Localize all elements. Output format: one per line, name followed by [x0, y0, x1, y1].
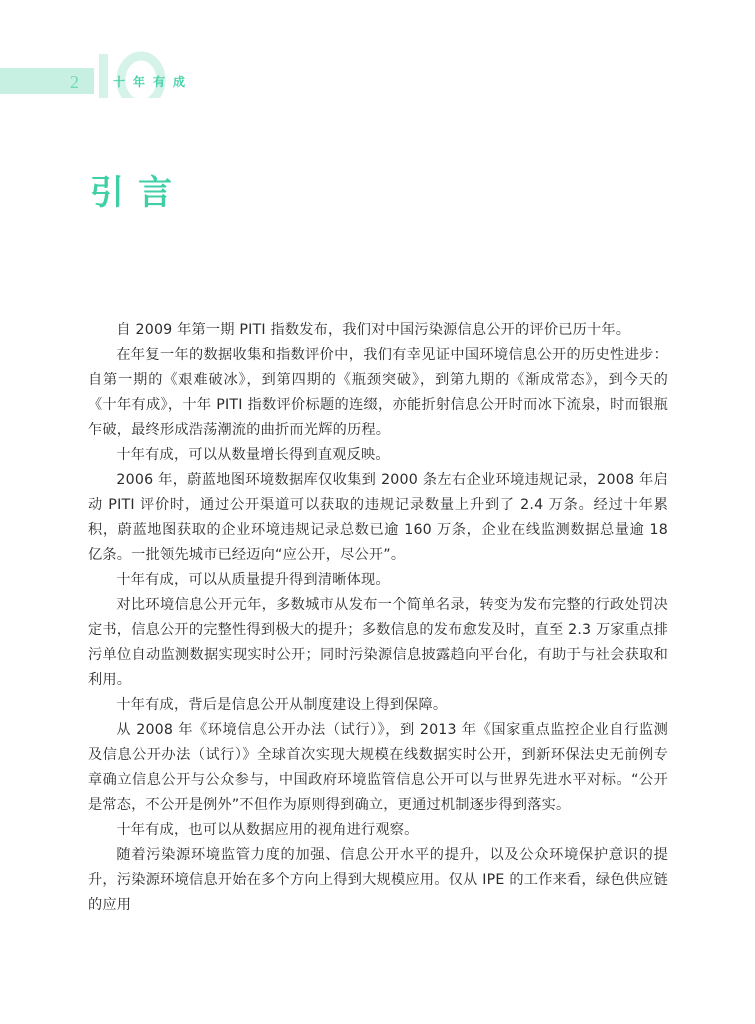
paragraph: 对比环境信息公开元年，多数城市从发布一个简单名录，转变为发布完整的行政处罚决定书，信息公开的完整性得到极大的提升；多数信息的发布愈发及时，直至 2.3 万家重点排污单位自动监测数据实现实时公开；同时污染源信息披露趋向平台化，有助于与社会获取和利用。	[88, 597, 668, 688]
paragraph: 在年复一年的数据收集和指数评价中，我们有幸见证中国环境信息公开的历史性进步：自第一期的《艰难破冰》，到第四期的《瓶颈突破》，到第九期的《渐成常态》，到今天的《十年有成》，十年 PITI 指数评价标题的连缀，亦能折射信息公开时而冰下流泉，时而银瓶乍破，最终形成浩荡潮流的曲折而光辉的历程。	[88, 347, 668, 438]
paragraph: 十年有成，背后是信息公开从制度建设上得到保障。	[116, 697, 448, 713]
paragraph: 2006 年，蔚蓝地图环境数据库仅收集到 2000 条左右企业环境违规记录，2008 年启动 PITI 评价时，通过公开渠道可以获取的违规记录数量上升到了 2.4 万条。经过十年累积，蔚蓝地图获取的企业环境违规记录总数已逾 160 万条，企业在线监测数据总量逾 18 亿条。一批领先城市已经迈向“应公开，尽公开”。	[88, 472, 668, 563]
paragraph: 自 2009 年第一期 PITI 指数发布，我们对中国污染源信息公开的评价已历十年。	[116, 322, 631, 338]
watermark-ten-logo	[93, 46, 173, 98]
paragraph: 十年有成，也可以从数据应用的视角进行观察。	[116, 822, 419, 838]
page-number: 2	[70, 72, 79, 92]
chapter-title: 引言	[90, 172, 186, 213]
paragraph: 十年有成，可以从质量提升得到清晰体现。	[116, 572, 390, 588]
body-text	[88, 318, 668, 918]
paragraph: 从 2008 年《环境信息公开办法（试行）》，到 2013 年《国家重点监控企业自行监测及信息公开办法（试行）》全球首次实现大规模在线数据实时公开，到新环保法史无前例专章确立信息公开与公众参与，中国政府环境监管信息公开可以与世界先进水平对标。“公开是常态，不公开是例外”不但作为原则得到确立，更通过机制逐步得到落实。	[88, 722, 668, 813]
paragraph: 随着污染源环境监管力度的加强、信息公开水平的提升，以及公众环境保护意识的提升，污染源环境信息开始在多个方向上得到大规模应用。仅从 IPE 的工作来看，绿色供应链的应用	[88, 847, 668, 913]
paragraph: 十年有成，可以从数量增长得到直观反映。	[116, 447, 390, 463]
running-head: 十年有成	[113, 75, 194, 89]
header-color-band	[0, 68, 94, 94]
